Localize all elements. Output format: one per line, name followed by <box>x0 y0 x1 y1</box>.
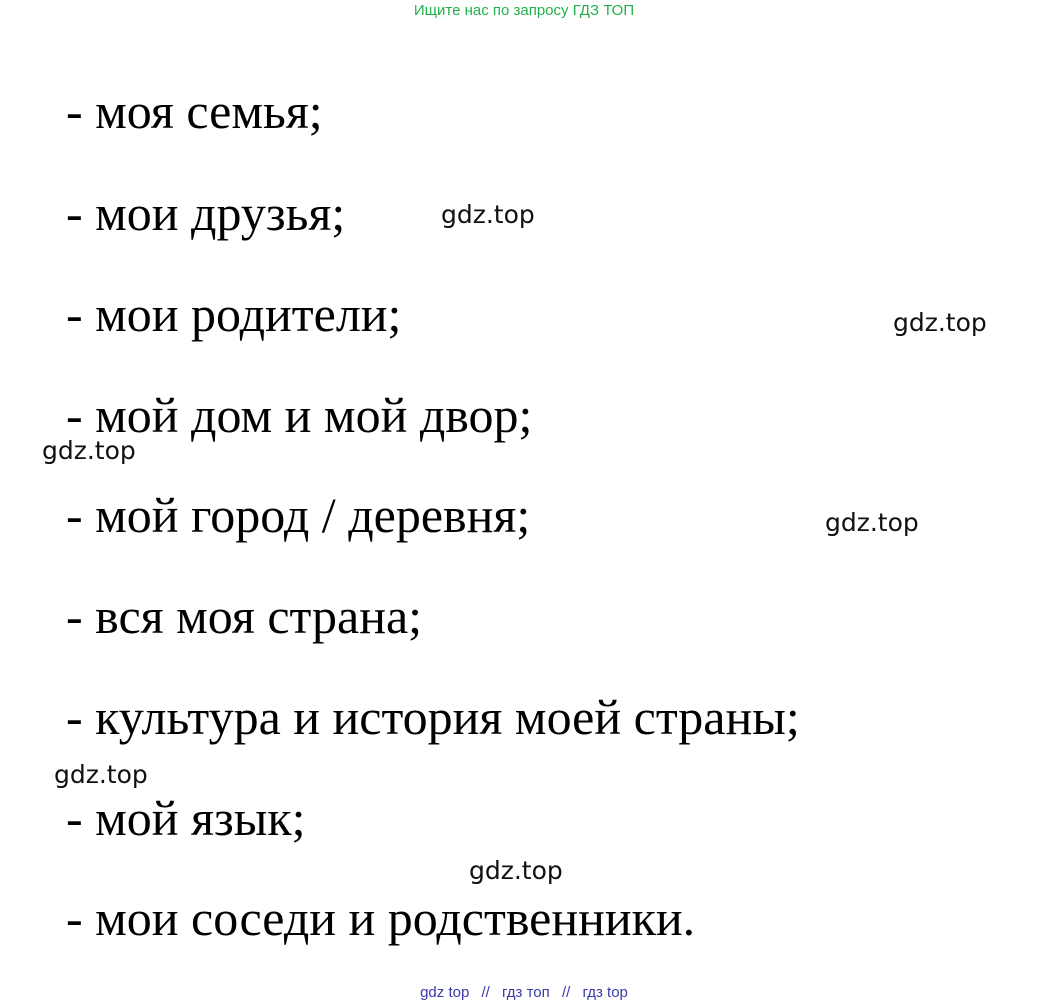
watermark: gdz.top <box>469 856 563 885</box>
list-item: - мой язык; <box>66 790 306 846</box>
footer-separator: // <box>561 984 571 1001</box>
list-item: - мои друзья; <box>66 185 346 241</box>
watermark: gdz.top <box>54 760 148 789</box>
list-item: - вся моя страна; <box>66 588 423 644</box>
list-item: - мои соседи и родственники. <box>66 890 696 946</box>
watermark: gdz.top <box>825 508 919 537</box>
list-item: - мой дом и мой двор; <box>66 387 533 443</box>
watermark: gdz.top <box>893 308 987 337</box>
footer-link[interactable]: gdz top <box>420 984 470 1001</box>
list-item: - моя семья; <box>66 83 323 139</box>
list-item: - культура и история моей страны; <box>66 689 800 745</box>
footer-link[interactable]: гдз top <box>582 984 628 1001</box>
list-item: - мои родители; <box>66 286 402 342</box>
footer-links <box>0 984 1048 1001</box>
footer-separator: // <box>481 984 490 1001</box>
search-hint-banner: Ищите нас по запросу ГДЗ ТОП <box>413 2 635 19</box>
list-item: - мой город / деревня; <box>66 487 531 543</box>
footer-link[interactable]: гдз топ <box>502 984 550 1001</box>
watermark: gdz.top <box>42 436 136 465</box>
watermark: gdz.top <box>441 200 535 229</box>
